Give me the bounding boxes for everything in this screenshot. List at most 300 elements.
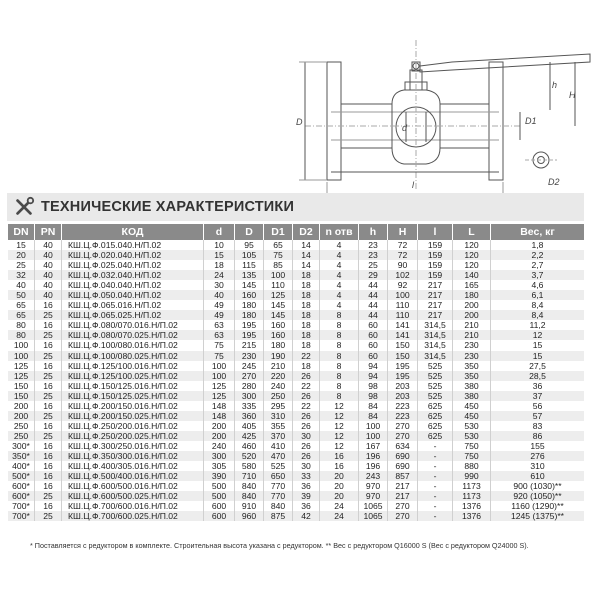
table-cell: 470 xyxy=(264,451,293,461)
table-cell: 350 xyxy=(453,361,491,371)
table-cell: 16 xyxy=(35,441,62,451)
table-cell: 1173 xyxy=(453,491,491,501)
dim-label-l: l xyxy=(412,180,414,190)
table-cell: 195 xyxy=(388,371,418,381)
table-cell: 18 xyxy=(293,340,320,350)
table-cell: 40 xyxy=(35,250,62,260)
table-row xyxy=(8,441,584,451)
table-cell: КШ.Ц.Ф.032.040.Н/П.02 xyxy=(62,270,204,280)
table-cell: 24 xyxy=(320,511,359,521)
table-cell: 270 xyxy=(388,501,418,511)
table-cell: 4 xyxy=(320,250,359,260)
dim-label-D: D xyxy=(296,117,303,127)
table-cell: 125 xyxy=(8,371,35,381)
table-cell: 250 xyxy=(8,421,35,431)
table-cell: 72 xyxy=(388,240,418,250)
table-cell: 115 xyxy=(235,260,264,270)
table-cell: 970 xyxy=(359,481,388,491)
table-cell: 26 xyxy=(293,371,320,381)
table-cell: 18 xyxy=(293,310,320,320)
table-cell: 240 xyxy=(204,441,235,451)
table-cell: 525 xyxy=(418,381,453,391)
table-cell: 500 xyxy=(204,481,235,491)
dim-label-d1: D1 xyxy=(525,116,537,126)
table-cell: 4,6 xyxy=(531,280,544,291)
table-cell: 4 xyxy=(320,240,359,250)
table-row xyxy=(8,401,584,411)
table-cell: 840 xyxy=(264,501,293,511)
table-cell: 29 xyxy=(359,270,388,280)
table-cell: 600 xyxy=(204,501,235,511)
table-cell: 710 xyxy=(235,471,264,481)
table-cell: 50 xyxy=(8,290,35,300)
table-cell: 920 (1050)** xyxy=(491,491,584,501)
table-cell: КШ.Ц.Ф.400/305.016.Н/П.02 xyxy=(62,461,204,471)
table-cell: 250 xyxy=(8,431,35,441)
table-row xyxy=(8,421,584,431)
table-cell: 40 xyxy=(35,260,62,270)
table-cell: 217 xyxy=(418,300,453,310)
table-cell: КШ.Ц.Ф.350/300.016.Н/П.02 xyxy=(62,451,204,461)
table-cell: 16 xyxy=(35,481,62,491)
table-cell: 380 xyxy=(453,391,491,401)
table-cell: 15 xyxy=(491,351,584,361)
table-cell: 314,5 xyxy=(418,330,453,340)
table-cell: 100 xyxy=(204,371,235,381)
table-cell: 180 xyxy=(453,290,491,300)
table-cell: 18 xyxy=(293,280,320,290)
table-cell: 875 xyxy=(264,511,293,521)
left-flange xyxy=(327,62,341,180)
table-cell: 200 xyxy=(8,401,35,411)
table-cell: 15 xyxy=(8,240,35,250)
table-cell: 700* xyxy=(8,501,35,511)
table-cell: 23 xyxy=(359,240,388,250)
table-cell: 8,4 xyxy=(531,300,544,311)
table-cell: КШ.Ц.Ф.065.016.Н/П.02 xyxy=(62,300,204,310)
column-header: l xyxy=(418,224,453,240)
table-cell: 8 xyxy=(320,330,359,340)
table-cell: 990 xyxy=(453,471,491,481)
table-cell: 148 xyxy=(204,401,235,411)
table-cell: 525 xyxy=(418,361,453,371)
table-cell: 49 xyxy=(204,310,235,320)
table-cell: 230 xyxy=(453,351,491,361)
table-cell: 700* xyxy=(8,511,35,521)
table-cell: 12 xyxy=(320,441,359,451)
table-cell: 26 xyxy=(293,411,320,421)
table-cell: КШ.Ц.Ф.250/200.016.Н/П.02 xyxy=(62,421,204,431)
table-cell: КШ.Ц.Ф.080/070.025.Н/П.02 xyxy=(62,330,204,340)
table-cell: 145 xyxy=(264,300,293,310)
table-header-row xyxy=(8,224,584,240)
table-cell: 16 xyxy=(35,501,62,511)
table-cell: 530 xyxy=(453,431,491,441)
table-cell: 16 xyxy=(35,340,62,350)
table-cell: 30 xyxy=(293,431,320,441)
table-cell: КШ.Ц.Ф.015.040.Н/П.02 xyxy=(62,240,204,250)
table-cell: 26 xyxy=(293,441,320,451)
table-cell: 60 xyxy=(359,320,388,330)
table-cell: 295 xyxy=(264,401,293,411)
table-cell: 36 xyxy=(532,380,543,391)
table-cell: 20 xyxy=(320,491,359,501)
column-header: D xyxy=(235,224,264,240)
table-cell: - xyxy=(418,471,453,481)
table-cell: 690 xyxy=(388,451,418,461)
table-cell: КШ.Ц.Ф.200/150.025.Н/П.02 xyxy=(62,411,204,421)
table-cell: 25 xyxy=(359,260,388,270)
table-cell: 8 xyxy=(320,351,359,361)
table-cell: 12 xyxy=(320,431,359,441)
table-cell: 1245 (1375)** xyxy=(491,511,584,521)
table-cell: 180 xyxy=(235,310,264,320)
table-cell: 84 xyxy=(359,401,388,411)
table-cell: 125 xyxy=(204,381,235,391)
table-row xyxy=(8,260,584,270)
column-header: h xyxy=(359,224,388,240)
column-header: H xyxy=(388,224,418,240)
table-cell: 98 xyxy=(359,391,388,401)
table-cell: 100 xyxy=(388,290,418,300)
table-cell: 625 xyxy=(418,431,453,441)
table-cell: - xyxy=(418,441,453,451)
column-header: D2 xyxy=(293,224,320,240)
table-cell: 240 xyxy=(264,381,293,391)
column-header: DN xyxy=(8,224,35,240)
table-cell: КШ.Ц.Ф.250/200.025.Н/П.02 xyxy=(62,431,204,441)
table-cell: 159 xyxy=(418,250,453,260)
table-cell: 14 xyxy=(293,240,320,250)
table-cell: 16 xyxy=(35,300,62,310)
table-cell: 160 xyxy=(264,330,293,340)
dim-label-h: h xyxy=(552,80,558,90)
valve-handle xyxy=(420,54,590,72)
table-cell: 16 xyxy=(35,461,62,471)
table-cell: 8 xyxy=(320,310,359,320)
table-cell: 85 xyxy=(264,260,293,270)
table-cell: 95 xyxy=(235,240,264,250)
table-cell: 1065 xyxy=(359,511,388,521)
table-cell: КШ.Ц.Ф.125/100.016.Н/П.02 xyxy=(62,361,204,371)
dim-label-d: d xyxy=(402,123,408,133)
table-cell: 180 xyxy=(235,300,264,310)
table-cell: 380 xyxy=(453,381,491,391)
table-row xyxy=(8,481,584,491)
table-cell: 20 xyxy=(320,481,359,491)
table-cell: 65 xyxy=(264,240,293,250)
table-cell: 12 xyxy=(320,421,359,431)
dim-label-H: H xyxy=(569,90,576,100)
table-cell: 215 xyxy=(235,340,264,350)
table-cell: КШ.Ц.Ф.065.025.Н/П.02 xyxy=(62,310,204,320)
table-cell: 270 xyxy=(388,511,418,521)
table-cell: 210 xyxy=(264,361,293,371)
table-cell: 159 xyxy=(418,260,453,270)
table-cell: 27,5 xyxy=(529,360,546,371)
column-header: D1 xyxy=(264,224,293,240)
table-cell: 4 xyxy=(320,290,359,300)
table-cell: 72 xyxy=(388,250,418,260)
table-cell: 80 xyxy=(8,330,35,340)
table-cell: 25 xyxy=(35,371,62,381)
table-cell: 203 xyxy=(388,381,418,391)
table-cell: 33 xyxy=(293,471,320,481)
table-cell: 25 xyxy=(35,431,62,441)
table-cell: 203 xyxy=(388,391,418,401)
table-row xyxy=(8,250,584,260)
table-row xyxy=(8,511,584,521)
table-cell: 230 xyxy=(235,351,264,361)
table-cell: КШ.Ц.Ф.300/250.016.Н/П.02 xyxy=(62,441,204,451)
table-cell: 125 xyxy=(204,391,235,401)
table-cell: 40 xyxy=(35,270,62,280)
table-cell: 217 xyxy=(388,481,418,491)
table-cell: 900 (1030)** xyxy=(513,481,562,492)
table-row xyxy=(8,320,584,330)
table-cell: 26 xyxy=(293,421,320,431)
table-cell: 3,7 xyxy=(491,270,584,280)
column-header: PN xyxy=(35,224,62,240)
table-body xyxy=(8,240,584,521)
table-cell: 840 xyxy=(235,481,264,491)
table-cell: 4 xyxy=(320,270,359,280)
table-cell: 690 xyxy=(388,461,418,471)
table-cell: 42 xyxy=(293,511,320,521)
table-cell: 8 xyxy=(320,381,359,391)
table-cell: 12 xyxy=(320,411,359,421)
table-cell: 145 xyxy=(235,280,264,290)
table-cell: 520 xyxy=(235,451,264,461)
table-cell: 450 xyxy=(453,401,491,411)
table-cell: 12 xyxy=(320,401,359,411)
table-cell: - xyxy=(418,491,453,501)
table-cell: 600* xyxy=(8,491,35,501)
table-cell: 145 xyxy=(264,310,293,320)
table-cell: 200 xyxy=(204,421,235,431)
table-cell: 16 xyxy=(35,401,62,411)
table-cell: 625 xyxy=(418,411,453,421)
table-cell: 610 xyxy=(491,471,584,481)
table-cell: 450 xyxy=(453,411,491,421)
table-row xyxy=(8,240,584,250)
table-cell: 1173 xyxy=(453,481,491,491)
table-row xyxy=(8,501,584,511)
table-cell: 16 xyxy=(35,361,62,371)
table-cell: КШ.Ц.Ф.200/150.016.Н/П.02 xyxy=(62,401,204,411)
table-cell: КШ.Ц.Ф.600/500.025.Н/П.02 xyxy=(62,491,204,501)
table-cell: 223 xyxy=(388,401,418,411)
table-cell: 14 xyxy=(293,260,320,270)
table-cell: 75 xyxy=(264,250,293,260)
table-cell: 405 xyxy=(235,421,264,431)
table-cell: 196 xyxy=(359,451,388,461)
table-cell: 18 xyxy=(293,330,320,340)
table-cell: 16 xyxy=(320,451,359,461)
table-cell: КШ.Ц.Ф.080/070.016.Н/П.02 xyxy=(62,320,204,330)
table-cell: 243 xyxy=(359,471,388,481)
table-cell: 160 xyxy=(264,320,293,330)
table-cell: 245 xyxy=(235,361,264,371)
table-cell: 300 xyxy=(235,391,264,401)
table-cell: 140 xyxy=(453,270,491,280)
table-cell: 300* xyxy=(8,441,35,451)
table-cell: 910 xyxy=(235,501,264,511)
table-cell: 44 xyxy=(359,300,388,310)
table-cell: 84 xyxy=(359,411,388,421)
table-cell: 60 xyxy=(359,330,388,340)
table-cell: 40 xyxy=(8,280,35,290)
table-cell: 23 xyxy=(359,250,388,260)
table-row xyxy=(8,280,584,290)
table-cell: КШ.Ц.Ф.600/500.016.Н/П.02 xyxy=(62,481,204,491)
table-cell: 8 xyxy=(320,340,359,350)
table-row xyxy=(8,290,584,300)
table-cell: 86 xyxy=(491,431,584,441)
table-cell: 110 xyxy=(264,280,293,290)
table-cell: 18 xyxy=(204,260,235,270)
table-cell: 20 xyxy=(8,250,35,260)
table-cell: 120 xyxy=(453,250,491,260)
table-cell: 25 xyxy=(35,330,62,340)
table-cell: 310 xyxy=(530,461,545,472)
table-cell: 25 xyxy=(35,391,62,401)
table-cell: 49 xyxy=(204,300,235,310)
table-cell: 10 xyxy=(204,240,235,250)
table-cell: 4 xyxy=(320,260,359,270)
table-cell: 16 xyxy=(35,320,62,330)
table-cell: - xyxy=(418,511,453,521)
table-cell: 120 xyxy=(453,260,491,270)
specifications-table xyxy=(8,224,584,521)
table-cell: 60 xyxy=(359,351,388,361)
table-cell: 350* xyxy=(8,451,35,461)
table-cell: 36 xyxy=(293,481,320,491)
table-cell: КШ.Ц.Ф.100/080.016.Н/П.02 xyxy=(62,340,204,350)
table-cell: 94 xyxy=(359,371,388,381)
table-cell: 195 xyxy=(235,330,264,340)
table-cell: 8 xyxy=(320,361,359,371)
table-cell: 625 xyxy=(418,421,453,431)
table-cell: - xyxy=(418,501,453,511)
table-cell: 18 xyxy=(293,361,320,371)
table-cell: 100 xyxy=(8,351,35,361)
table-cell: 210 xyxy=(453,320,491,330)
section-title: ТЕХНИЧЕСКИЕ ХАРАКТЕРИСТИКИ xyxy=(41,199,295,215)
table-cell: 40 xyxy=(35,290,62,300)
table-cell: 110 xyxy=(388,310,418,320)
table-cell: 525 xyxy=(418,391,453,401)
table-cell: 44 xyxy=(359,310,388,320)
table-cell: КШ.Ц.Ф.040.040.Н/П.02 xyxy=(62,280,204,290)
table-cell: 857 xyxy=(388,471,418,481)
valve-drawing xyxy=(0,0,591,205)
table-cell: 160 xyxy=(235,290,264,300)
table-cell: 190 xyxy=(264,351,293,361)
table-cell: 141 xyxy=(388,330,418,340)
table-row xyxy=(8,330,584,340)
table-cell: 180 xyxy=(264,340,293,350)
table-cell: 22 xyxy=(293,401,320,411)
table-cell: 26 xyxy=(293,391,320,401)
table-cell: 40 xyxy=(35,280,62,290)
table-cell: 148 xyxy=(204,411,235,421)
table-row xyxy=(8,340,584,350)
table-cell: 18 xyxy=(293,320,320,330)
table-cell: 80 xyxy=(8,320,35,330)
table-cell: 525 xyxy=(264,461,293,471)
table-cell: 90 xyxy=(388,260,418,270)
table-cell: 14 xyxy=(293,250,320,260)
table-cell: 22 xyxy=(293,351,320,361)
table-cell: 8 xyxy=(320,371,359,381)
table-row xyxy=(8,451,584,461)
table-cell: 750 xyxy=(453,441,491,451)
dim-label-D2: D2 xyxy=(548,177,560,187)
table-cell: 305 xyxy=(204,461,235,471)
table-cell: 25 xyxy=(35,511,62,521)
table-cell: 25 xyxy=(8,260,35,270)
table-cell: 1376 xyxy=(453,511,491,521)
table-cell: 28,5 xyxy=(491,371,584,381)
table-cell: 100 xyxy=(204,361,235,371)
table-cell: 6,1 xyxy=(491,290,584,300)
table-row xyxy=(8,361,584,371)
table-cell: 360 xyxy=(235,411,264,421)
table-cell: 39 xyxy=(293,491,320,501)
table-cell: 460 xyxy=(235,441,264,451)
table-cell: 960 xyxy=(235,511,264,521)
table-cell: 500* xyxy=(8,471,35,481)
column-header: L xyxy=(453,224,491,240)
table-cell: 8 xyxy=(320,391,359,401)
table-cell: 600 xyxy=(204,511,235,521)
table-cell: 15 xyxy=(204,250,235,260)
table-cell: 230 xyxy=(453,340,491,350)
table-cell: 63 xyxy=(204,320,235,330)
table-cell: 135 xyxy=(235,270,264,280)
table-cell: 36 xyxy=(293,501,320,511)
table-cell: 25 xyxy=(35,491,62,501)
table-cell: 100 xyxy=(359,421,388,431)
table-cell: 2,2 xyxy=(491,250,584,260)
table-cell: 1,8 xyxy=(531,240,544,251)
table-cell: 500 xyxy=(204,491,235,501)
table-cell: 4 xyxy=(320,280,359,290)
table-row xyxy=(8,471,584,481)
table-cell: 4 xyxy=(320,300,359,310)
table-cell: 8,4 xyxy=(491,310,584,320)
table-cell: 60 xyxy=(359,340,388,350)
table-cell: 37 xyxy=(491,391,584,401)
table-cell: КШ.Ц.Ф.050.040.Н/П.02 xyxy=(62,290,204,300)
table-cell: 125 xyxy=(8,361,35,371)
table-cell: 94 xyxy=(359,361,388,371)
table-cell: 15 xyxy=(532,340,543,351)
table-cell: 16 xyxy=(320,461,359,471)
table-cell: 11,2 xyxy=(529,320,546,331)
table-cell: 83 xyxy=(532,420,543,431)
table-cell: 2,7 xyxy=(531,260,544,271)
table-cell: 24 xyxy=(320,501,359,511)
table-cell: 100 xyxy=(8,340,35,350)
table-cell: 16 xyxy=(35,471,62,481)
table-cell: 65 xyxy=(8,300,35,310)
table-cell: 25 xyxy=(35,351,62,361)
right-flange xyxy=(489,62,503,180)
table-cell: 525 xyxy=(418,371,453,381)
table-cell: 120 xyxy=(453,240,491,250)
